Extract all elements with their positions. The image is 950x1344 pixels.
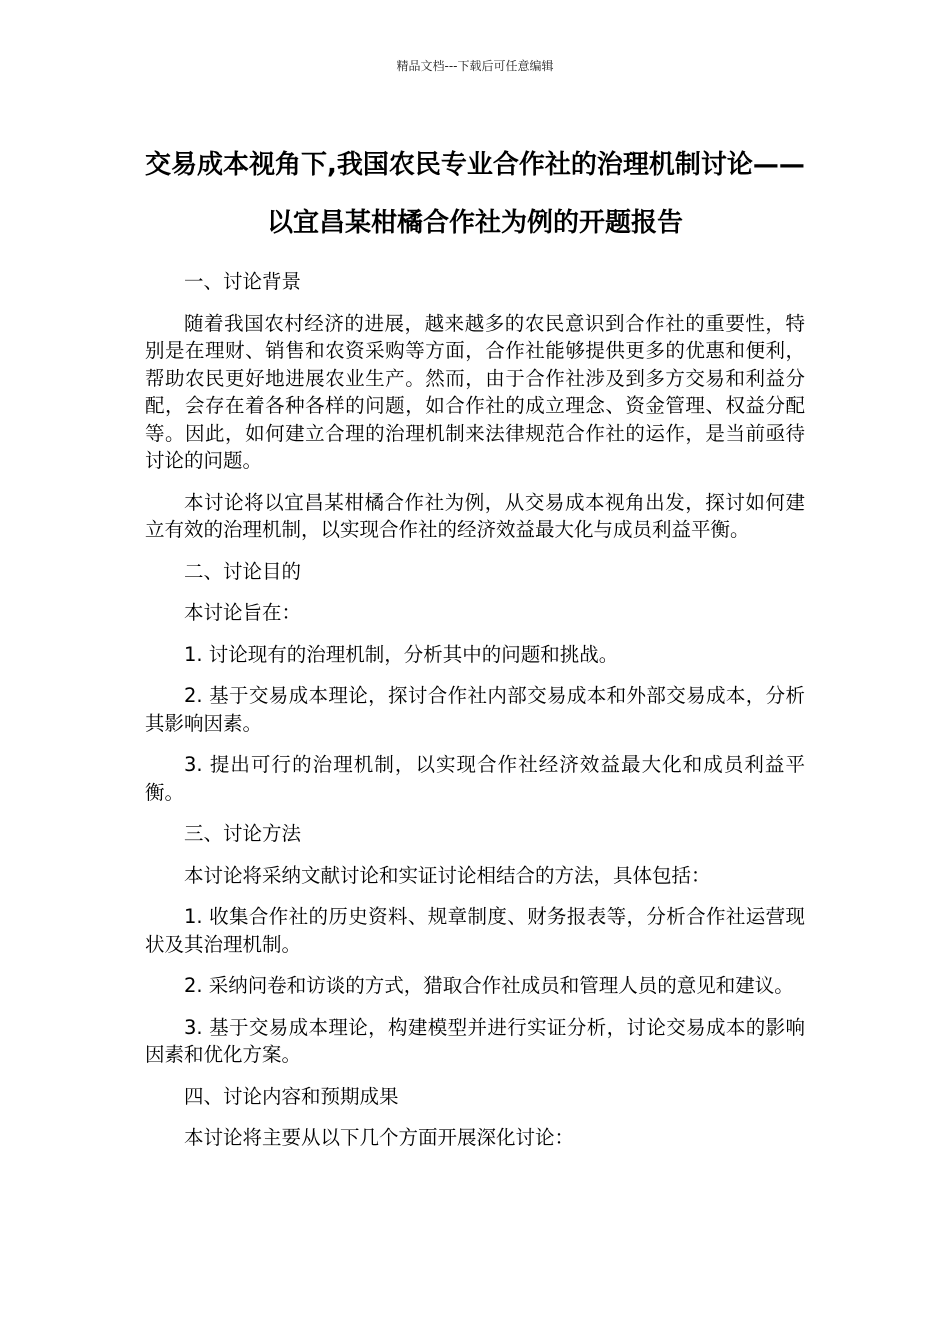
section-heading-content: 四、讨论内容和预期成果 [184, 1084, 399, 1108]
list-item-purpose-3: 3. 提出可行的治理机制，以实现合作社经济效益最大化和成员利益平衡。 [145, 753, 805, 804]
document-body [145, 268, 805, 1166]
document-title: 交易成本视角下,我国农民专业合作社的治理机制讨论——以宜昌某柑橘合作社为例的开题报告 [145, 150, 805, 238]
list-item-method-2: 2. 采纳问卷和访谈的方式，猎取合作社成员和管理人员的意见和建议。 [184, 974, 794, 997]
paragraph-background-2: 本讨论将以宜昌某柑橘合作社为例，从交易成本视角出发，探讨如何建立有效的治理机制，以实现合作社的经济效益最大化与成员利益平衡。 [145, 490, 805, 541]
paragraph-content-intro: 本讨论将主要从以下几个方面开展深化讨论： [184, 1126, 575, 1149]
paragraph-background-1: 随着我国农村经济的进展，越来越多的农民意识到合作社的重要性，特别是在理财、销售和农资采购等方面，合作社能够提供更多的优惠和便利，帮助农民更好地进展农业生产。然而，由于合作社涉及到多方交易和利益分配，会存在着各种各样的问题，如合作社的成立理念、资金管理、权益分配等。因此，如何建立合理的治理机制来法律规范合作社的运作，是当前亟待讨论的问题。 [145, 311, 805, 472]
list-item-method-1: 1. 收集合作社的历史资料、规章制度、财务报表等，分析合作社运营现状及其治理机制。 [145, 905, 805, 956]
section-heading-purpose: 二、讨论目的 [184, 559, 302, 583]
list-item-purpose-2: 2. 基于交易成本理论，探讨合作社内部交易成本和外部交易成本，分析其影响因素。 [145, 684, 805, 735]
list-item-purpose-1: 1. 讨论现有的治理机制，分析其中的问题和挑战。 [184, 642, 619, 666]
section-heading-background: 一、讨论背景 [184, 270, 302, 293]
paragraph-method-intro: 本讨论将采纳文献讨论和实证讨论相结合的方法，具体包括： [184, 863, 711, 887]
header-note: 精品文档---下载后可任意编辑 [396, 59, 554, 73]
paragraph-purpose-intro: 本讨论旨在： [184, 601, 302, 624]
list-item-method-3: 3. 基于交易成本理论，构建模型并进行实证分析，讨论交易成本的影响因素和优化方案。 [145, 1015, 805, 1066]
section-heading-method: 三、讨论方法 [184, 822, 302, 845]
